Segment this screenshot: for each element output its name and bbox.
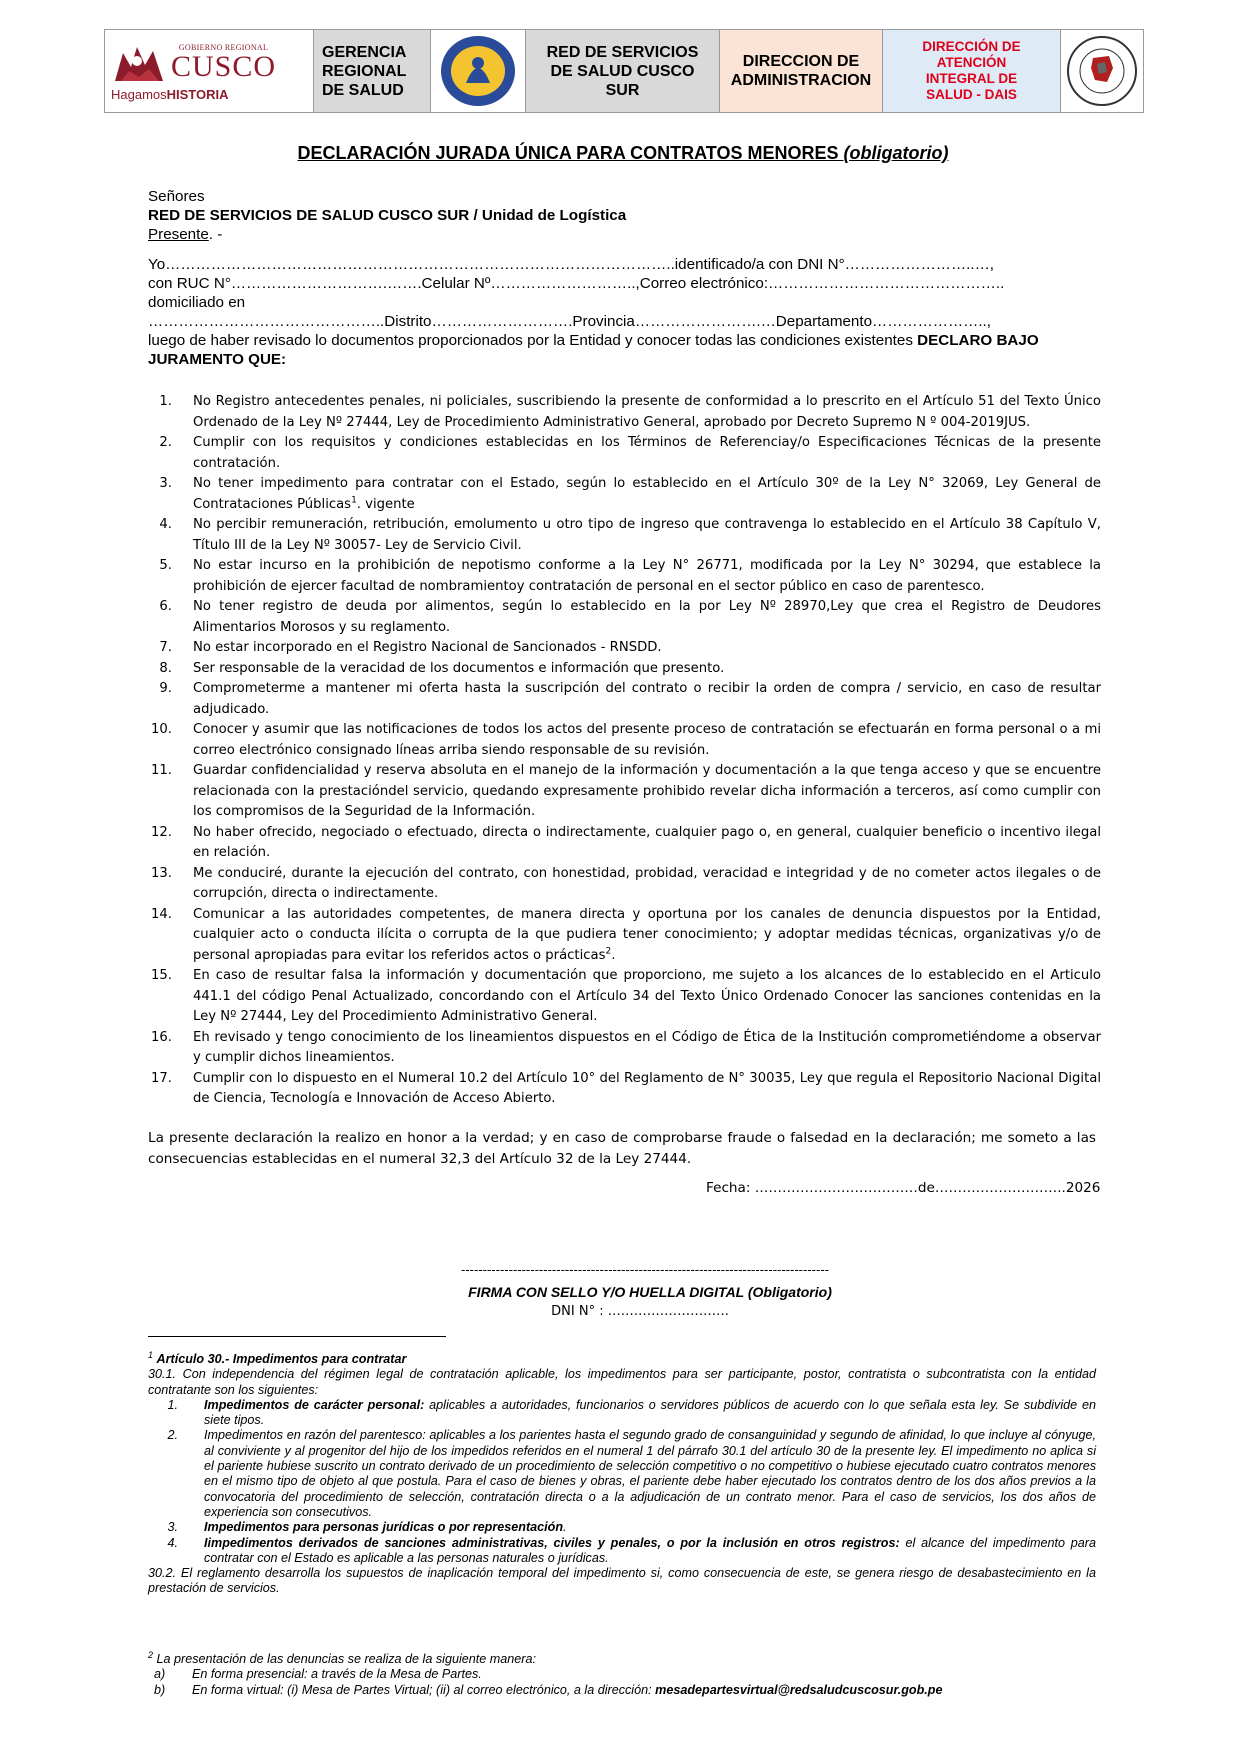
declaration-item xyxy=(148,392,1101,433)
item-number: 4. xyxy=(159,517,172,532)
footnote-1-item: 2. Impedimentos en razón del parentesco: aplicables a los parientes hasta el segundo grado de consanguinidad y segundo de afinidad, lo que incluye al cónyuge, al conviviente y al progenitor del hijo de los impedidos referidos en el numeral 1 del párrafo 30.1 del artículo 30 de la presente ley. El impedimento no aplica si el pariente hubiese suscrito un contrato derivado de un procedimiento de selección competitivo o no competitivo o hubiese ejecutado cuatro contratos menores en el mismo tipo de objeto al que postula. Para el caso de bienes y obras, el pariente debe haber ejecutado los contratos dentro de los dos años previos a la convocatoria del procedimiento de selección, contratación directa o a la adjudicación de un contrato menor. Para el caso de servicios, los dos años de experiencia son consecutivos. xyxy=(167,1428,1096,1519)
dais-label: DIRECCIÓN DE ATENCIÓN INTEGRAL DE SALUD - DAIS xyxy=(883,30,1061,112)
item-text: Comunicar a las autoridades competentes, de manera directa y oportuna por los canales de denuncia dispuestos por la Entidad, cualquier acto o conducta ilícita o corrupta de la que pudiera tener conocimiento; y adoptar medidas técnicas, organizativas y/o de personal apropiadas para evitar los referidos actos o prácticas xyxy=(193,906,1101,963)
footnote-1-items xyxy=(148,1398,1096,1566)
declarant-contact-line: con RUC N°………………………….…….Celular Nº………………………..,Correo electrónico:……………………………………….. xyxy=(148,275,1005,292)
item-number: 3. xyxy=(159,476,172,491)
item-text: No Registro antecedentes penales, ni policiales, suscribiendo la presente de conformidad a lo prescrito en el Artículo 51 del Texto Único Ordenado de la Ley Nº 27444, Ley de Procedimiento Administrativo General, aprobado por Decreto Supremo N º 004-2019JUS. xyxy=(193,394,1101,430)
item-text: No tener registro de deuda por alimentos, según lo establecido en la por Ley Nº 28970,Ley que crea el Registro de Deudores Alimentarios Morosos y su reglamento. xyxy=(193,599,1101,635)
document-title: DECLARACIÓN JURADA ÚNICA PARA CONTRATOS MENORES (obligatorio) xyxy=(297,143,949,163)
logo-tagline: HagamosHISTORIA xyxy=(111,86,229,102)
date-line: Fecha: ………………………………de………………………..2026 xyxy=(706,1180,1101,1196)
item-text: No haber ofrecido, negociado o efectuado, directa o indirectamente, cualquier pago o, en general, cualquier beneficio o incentivo ilegal en relación. xyxy=(193,824,1101,860)
address-line: ………………………………………..Distrito……………………….Provincia…………………….…Departamento………………….., xyxy=(148,313,991,330)
declaration-item xyxy=(148,638,1101,659)
declaration-item xyxy=(148,1028,1101,1069)
footnote-1-intro: 30.1. Con independencia del régimen legal de contratación aplicable, los impedimentos para ser participante, postor, contratista o subcontratista con la entidad contratante son los siguientes: xyxy=(148,1367,1096,1397)
footnote-1-item: 3. Impedimentos para personas jurídicas o por representación. xyxy=(167,1520,567,1535)
direccion-administracion-label: DIRECCION DE ADMINISTRACION xyxy=(720,30,883,112)
item-number: 17. xyxy=(151,1070,172,1086)
footnote-ref: 1 xyxy=(351,495,357,506)
footnote-1-paragraph-2: 30.2. El reglamento desarrolla los supuestos de inaplicación temporal del impedimento si, como consecuencia de este, se genera riesgo de desabastecimiento en la prestación de servicios. xyxy=(148,1566,1096,1596)
footnote-1-item: 4. Iimpedimentos derivados de sanciones administrativas, civiles y penales, o por la inclusión en otros registros: el alcance del impedimento para contratar con el Estado es aplicable a las personas naturales o jurídicas. xyxy=(167,1535,1096,1565)
item-text: Ser responsable de la veracidad de los documentos e información que presento. xyxy=(193,660,725,676)
item-text-tail: . vigente xyxy=(356,496,415,512)
item-number: 12. xyxy=(151,824,172,840)
footnote-2-intro: $^2$ La presentación de las denuncias se realiza de la siguiente manera: xyxy=(148,1649,536,1666)
item-text: Cumplir con lo dispuesto en el Numeral 10.2 del Artículo 10° del Reglamento de N° 30035, Ley que regula el Repositorio Nacional Digital de Ciencia, Tecnología e Innovación de Acceso Abierto. xyxy=(193,1070,1101,1106)
item-number: 15. xyxy=(151,968,172,983)
item-text-tail: . xyxy=(611,947,616,963)
red-servicios-label: RED DE SERVICIOS DE SALUD CUSCO SUR xyxy=(526,30,720,112)
geresa-seal xyxy=(431,30,526,112)
closing-statement: La presente declaración la realizo en honor a la verdad; y en caso de comprobarse fraude o falsedad en la declaración; me someto a las consecuencias establecidas en el numeral 32,3 del Artículo 32 de la Ley 27444. xyxy=(148,1130,1096,1167)
footnote-1-item: 1. Impedimentos de carácter personal: aplicables a autoridades, funcionarios o servidores públicos de acuerdo con lo que señala esta ley. Se subdivide en siete tipos. xyxy=(167,1397,1097,1428)
item-text: No estar incorporado en el Registro Nacional de Sancionados - RNSDD. xyxy=(193,640,662,655)
item-text: Me conduciré, durante la ejecución del contrato, con honestidad, probidad, veracidad e integridad y de no cometer actos ilegales o de corrupción, directa o indirectamente. xyxy=(193,865,1101,901)
footnote-1 xyxy=(148,1349,1097,1597)
presente-line: Presente. - xyxy=(148,226,223,243)
item-number: 9. xyxy=(159,681,172,696)
item-text: Comprometerme a mantener mi oferta hasta la suscripción del contrato o recibir la orden de compra / servicio, en caso de resultar adjudicado. xyxy=(193,681,1101,717)
declaration-item xyxy=(148,474,1101,515)
declaration-item xyxy=(148,597,1101,638)
item-number: 13. xyxy=(151,865,172,881)
declaration-item xyxy=(148,433,1101,474)
declaration-item xyxy=(148,720,1101,761)
declaration-item xyxy=(148,823,1101,864)
item-text: Guardar confidencialidad y reserva absoluta en el manejo de la información y documentación a la que tenga acceso y que se encuentre relacionada con la prestacióndel servicio, quedando expresamente prohibido revelar dicha información a terceros, así como cumplir con los compromisos de la Seguridad de la Información. xyxy=(193,763,1101,819)
item-number: 11. xyxy=(151,763,172,778)
declarant-name-line: Yo………………………………………………………………………………………..identificado/a con DNI N°……………………..…, xyxy=(148,256,994,273)
item-number: 10. xyxy=(151,722,172,737)
declaration-item xyxy=(148,1069,1101,1110)
item-text: En caso de resultar falsa la información y documentación que proporciono, me sujeto a los alcances de lo establecido en el Articulo 441.1 del código Penal Actualizado, concordando con el Artículo 34 del Texto Único Ordenado Conocer las sanciones contenidas en la Ley Nº 27444, Ley del Procedimiento Administrativo General. xyxy=(193,968,1101,1024)
item-text: No percibir remuneración, retribución, emolumento u otro tipo de ingreso que contravenga lo establecido en el Artículo 38 Capítulo V, Título III de la Ley Nº 30057- Ley de Servicio Civil. xyxy=(193,517,1101,553)
item-text: Conocer y asumir que las notificaciones de todos los actos del presente proceso de contratación se efectuarán en forma personal o a mi correo electrónico consignado líneas arriba siendo responsable de su revisión. xyxy=(193,722,1101,758)
logo-name: CUSCO xyxy=(171,50,277,83)
item-text: Eh revisado y tengo conocimiento de los lineamientos dispuestos en el Código de Ética de la Institución comprometiéndome a observar y cumplir dichos lineamientos. xyxy=(193,1029,1101,1065)
declaration-item xyxy=(148,659,1101,680)
red-cusco-sur-seal xyxy=(1061,30,1143,112)
declaration-item xyxy=(148,761,1101,823)
gobierno-regional-cusco-logo xyxy=(105,30,314,112)
declaration-item xyxy=(148,966,1101,1028)
item-number: 14. xyxy=(151,906,172,922)
item-number: 5. xyxy=(159,558,172,573)
domicile-label: domiciliado en xyxy=(148,294,246,311)
item-number: 8. xyxy=(159,660,172,676)
addressee: RED DE SERVICIOS DE SALUD CUSCO SUR / Unidad de Logística xyxy=(148,207,627,224)
declaration-item xyxy=(148,679,1101,720)
red-cusco-sur-seal-icon xyxy=(1065,34,1139,108)
item-number: 2. xyxy=(159,435,172,450)
declaration-item xyxy=(148,905,1101,967)
footnote-2 xyxy=(148,1649,1096,1698)
declaration-item xyxy=(148,556,1101,597)
item-number: 16. xyxy=(151,1029,172,1045)
item-number: 1. xyxy=(159,394,172,409)
signature-label: FIRMA CON SELLO Y/O HUELLA DIGITAL (Obligatorio) xyxy=(468,1284,832,1300)
item-text: Cumplir con los requisitos y condiciones establecidas en los Términos de Referenciay/o Especificaciones Técnicas de la presente contratación. xyxy=(193,435,1101,471)
footnote-separator xyxy=(148,1336,446,1337)
logo-top-text: GOBIERNO REGIONAL xyxy=(178,43,269,52)
item-number: 6. xyxy=(159,599,172,614)
footnote-2-item-b: b) En forma virtual: (i) Mesa de Partes Virtual; (ii) al correo electrónico, a la dirección: mesadepartesvirtual@redsaludcuscosur.gob.pe xyxy=(154,1682,943,1697)
declaration-intro: luego de haber revisado lo documentos proporcionados por la Entidad y conocer todas las condiciones existentes DECLARO BAJO JURAMENTO QUE: xyxy=(148,332,1039,368)
declaration-item xyxy=(148,515,1101,556)
signature-dni: DNI N° : ………………………. xyxy=(551,1304,729,1319)
document-header xyxy=(104,29,1144,113)
item-number: 7. xyxy=(159,640,172,655)
footnote-2-item-a: a) En forma presencial: a través de la Mesa de Partes. xyxy=(154,1667,482,1682)
geresa-seal-icon xyxy=(438,33,518,109)
gerencia-regional-label: GERENCIA REGIONAL DE SALUD xyxy=(314,30,431,112)
declaration-item xyxy=(148,864,1101,905)
greeting: Señores xyxy=(148,188,205,205)
footnote-1-heading: $^1$ Artículo 30.- Impedimentos para contratar xyxy=(148,1349,407,1366)
footnote-ref: 2 xyxy=(605,946,612,957)
declarations-list xyxy=(148,392,1101,1110)
signature-line: ------------------------------------------------------------------------------------- xyxy=(461,1262,829,1277)
item-text: No estar incurso en la prohibición de nepotismo conforme a la Ley N° 26771, modificada por la Ley N° 30294, que establece la prohibición de ejercer facultad de nombramientoy contratación de personal en el sector público en caso de parentesco. xyxy=(193,558,1101,594)
item-text: No tener impedimento para contratar con el Estado, según lo establecido en el Artículo 30º de la Ley N° 32069, Ley General de Contrataciones Públicas xyxy=(193,476,1101,512)
cusco-emblem-icon xyxy=(111,41,167,85)
email-link[interactable]: mesadepartesvirtual@redsaludcuscosur.gob.pe xyxy=(655,1682,943,1697)
